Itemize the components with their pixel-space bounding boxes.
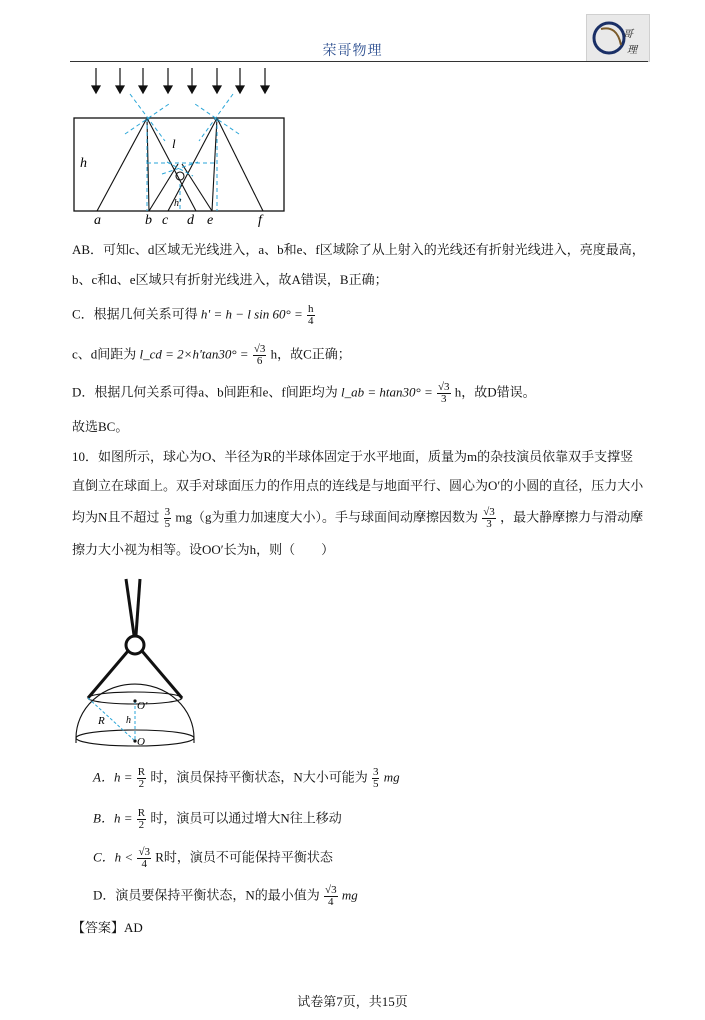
solution-d-expression: l_ab = htan30° = [341, 384, 433, 400]
denominator: 3 [441, 393, 447, 405]
label-r: R [98, 715, 105, 727]
denominator: 4 [328, 896, 334, 908]
question-line3-b: mg（g为重力加速度大小）。手与球面间动摩擦因数为 [175, 509, 479, 525]
label-f: f [258, 213, 262, 228]
label-e: e [207, 213, 214, 228]
question-line1: 10．如图所示，球心为O、半径为R的半球体固定于水平地面，质量为m的杂技演员依靠双手支撑竖 [72, 449, 634, 464]
denominator: 5 [164, 518, 171, 530]
logo-image [587, 15, 649, 61]
header-title: 荣哥物理 [322, 44, 383, 59]
question-line3-c: ，最大静摩擦力与滑动摩 [500, 509, 644, 525]
solution-ab-line1: AB．可知c、d区域无光线进入，a、b和e、f区域除了从上射入的光线还有折射光线进入，亮度最高， [72, 242, 645, 257]
numerator: √3 [483, 506, 495, 518]
option-c-text: R时，演员不可能保持平衡状态 [155, 849, 333, 865]
refraction-figure [70, 66, 295, 231]
fraction [137, 808, 146, 831]
denominator: 3 [486, 518, 492, 530]
fraction [372, 767, 380, 790]
solution-choice: 故选BC。 [72, 419, 129, 434]
svg-text:哥: 哥 [623, 29, 633, 40]
solution-c-prefix: C．根据几何关系可得 [72, 306, 198, 322]
solution-cd-prefix: c、d间距为 [72, 346, 137, 362]
label-c: c [162, 213, 169, 228]
normal-lines [125, 94, 239, 211]
denominator: 2 [138, 778, 145, 790]
numerator: R [137, 766, 146, 778]
label-o-prime: O′ [137, 700, 148, 712]
label-b: b [145, 213, 152, 228]
label-o: O [137, 736, 145, 748]
denominator: 4 [308, 315, 314, 327]
label-h-prime: h' [174, 198, 182, 209]
fraction [137, 767, 146, 790]
option-a [93, 767, 400, 790]
fraction [324, 885, 338, 908]
denominator: 5 [372, 778, 379, 790]
solution-c-line [72, 304, 316, 327]
option-d-prefix: D．演员要保持平衡状态，N的最小值为 [93, 887, 320, 903]
denominator: 4 [141, 858, 147, 870]
numerator: √3 [325, 884, 337, 896]
label-a: a [94, 213, 101, 228]
answer: 【答案】AD [72, 920, 143, 935]
numerator: R [137, 807, 146, 819]
question-line4: 擦力大小视为相等。设OO′长为h，则（ ） [72, 542, 335, 557]
option-b-prefix: B．h = [93, 810, 133, 826]
numerator: 3 [164, 506, 171, 518]
solution-cd-line [72, 344, 351, 367]
numerator: √3 [138, 846, 150, 858]
solution-d-line [72, 382, 536, 405]
option-b-text: 时，演员可以通过增大N往上移动 [150, 810, 342, 826]
option-a-text: 时，演员保持平衡状态，N大小可能为 [150, 769, 368, 785]
option-c [93, 847, 333, 870]
numerator: 3 [372, 766, 379, 778]
option-c-prefix: C．h < [93, 849, 134, 865]
label-l: l [172, 136, 176, 151]
fraction [307, 304, 315, 327]
label-h: h [80, 156, 87, 171]
logo [586, 14, 650, 62]
hemisphere-figure [70, 573, 205, 755]
acrobat [88, 579, 182, 698]
numerator: √3 [437, 381, 450, 393]
page-footer: 试卷第7页，共15页 [297, 994, 408, 1009]
fraction [164, 507, 172, 530]
option-a-unit: mg [383, 769, 400, 785]
numerator: h [308, 303, 314, 315]
solution-d-suffix: h，故D错误。 [454, 384, 536, 400]
denominator: 2 [138, 819, 145, 831]
option-a-prefix: A．h = [93, 769, 133, 785]
option-d [93, 885, 358, 908]
solution-c-expression: h' = h − l sin 60° = [200, 306, 303, 322]
fraction [437, 382, 451, 405]
solution-cd-suffix: h，故C正确； [270, 346, 351, 362]
solution-d-prefix: D．根据几何关系可得a、b间距和e、f间距均为 [72, 384, 338, 400]
incident-rays [92, 68, 269, 93]
fraction [482, 507, 496, 530]
option-b [93, 808, 342, 831]
denominator: 6 [256, 355, 263, 367]
fraction [253, 344, 267, 367]
numerator: √3 [253, 343, 266, 355]
fraction [137, 847, 151, 870]
question-line2: 直倒立在球面上。双手对球面压力的作用点的连线是与地面平行、圆心为O′的小圆的直径，压力大小 [72, 478, 644, 493]
solution-cd-expression: l_cd = 2×h'tan30° = [139, 346, 249, 362]
question-line3-a: 均为N且不超过 [72, 509, 160, 525]
solution-ab-line2: b、c和d、e区域只有折射光线进入，故A错误，B正确； [72, 272, 388, 287]
svg-text:理: 理 [627, 45, 637, 56]
label-h: h [126, 715, 131, 726]
question-line3 [72, 507, 643, 530]
label-d: d [187, 213, 194, 228]
option-d-unit: mg [341, 887, 358, 903]
header-rule [70, 61, 648, 62]
